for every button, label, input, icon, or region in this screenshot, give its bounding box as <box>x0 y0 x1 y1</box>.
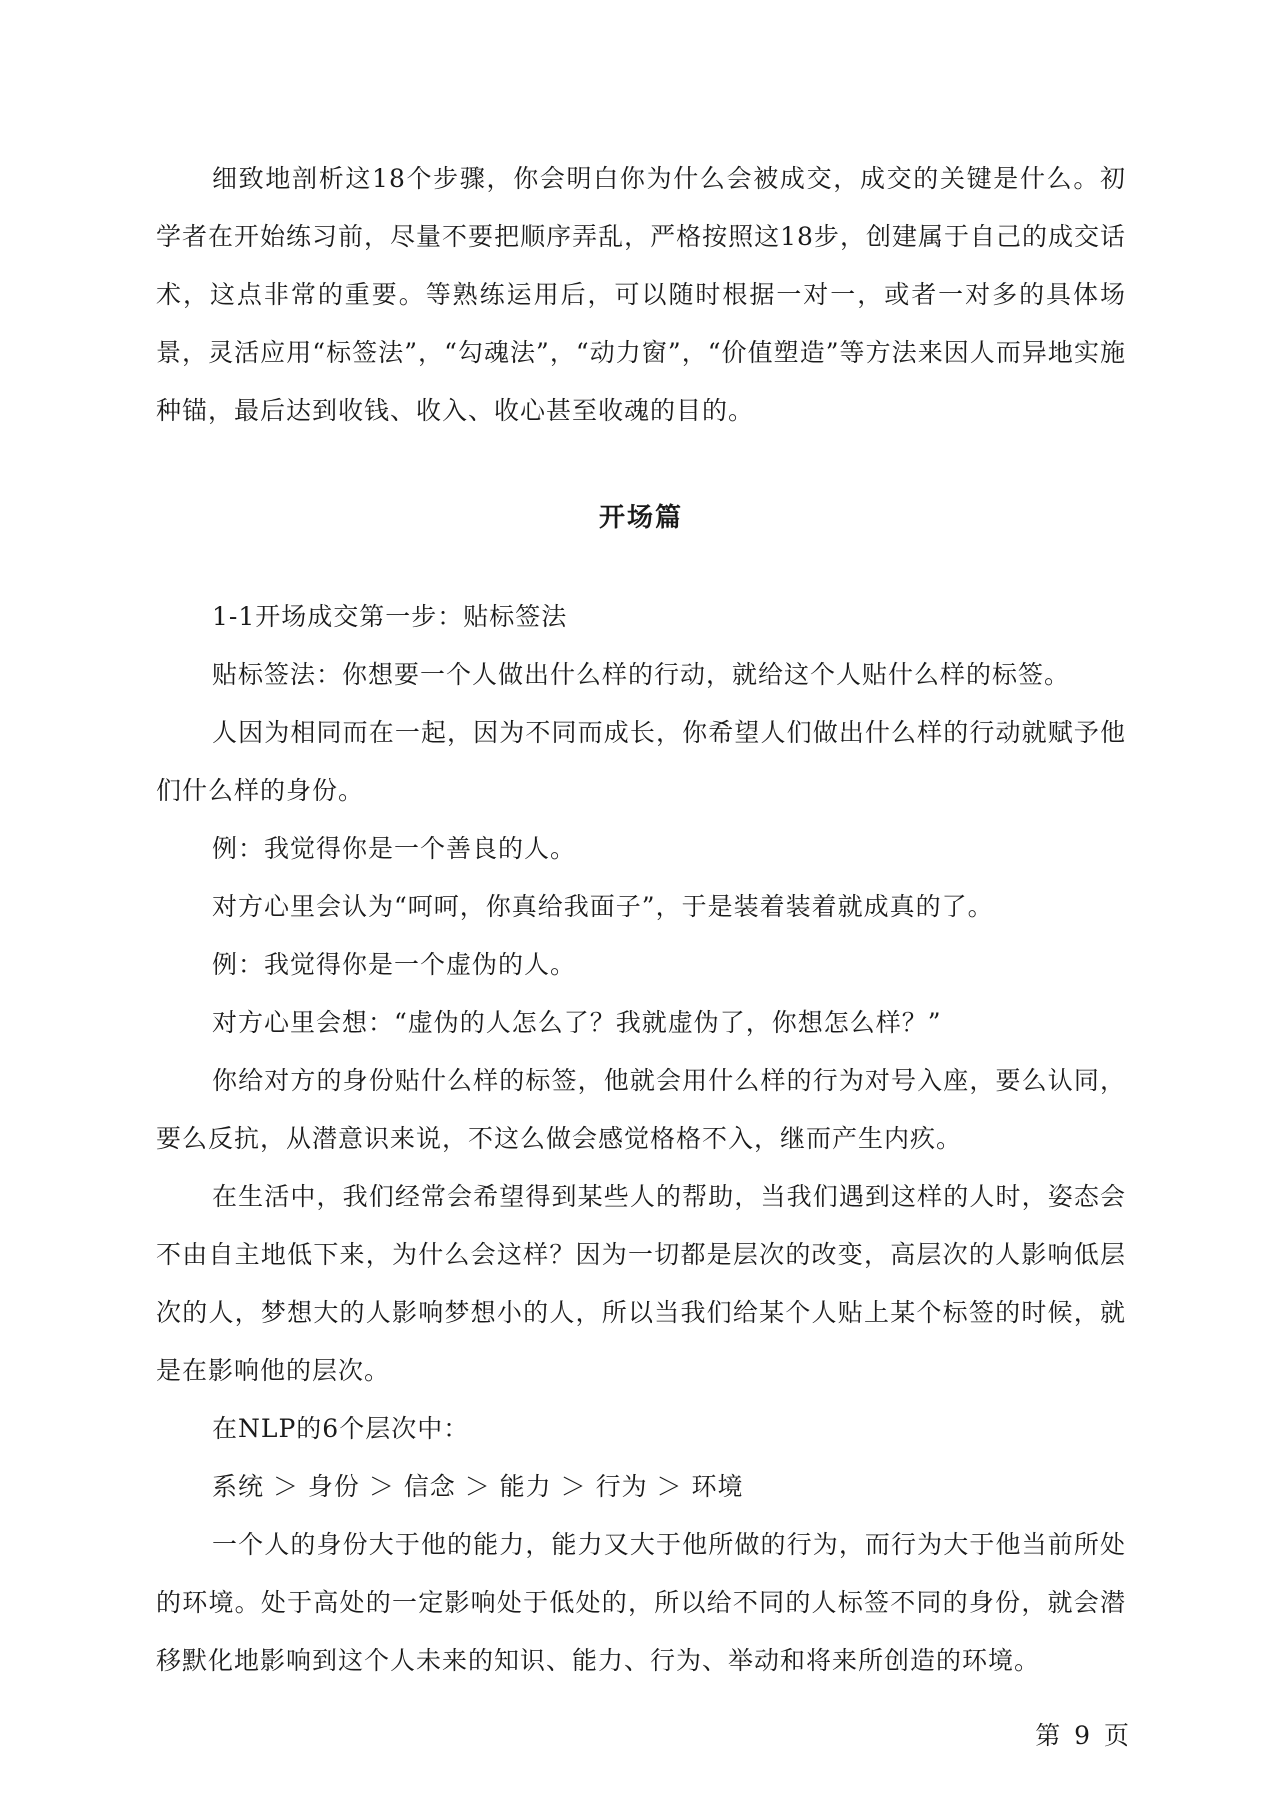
example-line: 例：我觉得你是一个虚伪的人。 <box>212 950 577 979</box>
page-number: 第 9 页 <box>1035 1721 1132 1750</box>
nlp-levels-hierarchy: 系统 ＞ 身份 ＞ 信念 ＞ 能力 ＞ 行为 ＞ 环境 <box>212 1472 744 1501</box>
intro-paragraph: 细致地剖析这18个步骤，你会明白你为什么会被成交，成交的关键是什么。初学者在开始练习前，尽量不要把顺序弄乱，严格按照这18步，创建属于自己的成交话术，这点非常的重要。等熟练运用后，可以随时根据一对一，或者一对多的具体场景，灵活应用“标签法”，“勾魂法”，“动力窗”，“价值塑造”等方法来因人而异地实施种锚，最后达到收钱、收入、收心甚至收魂的目的。 <box>156 164 1126 425</box>
example-line: 例：我觉得你是一个善良的人。 <box>212 834 577 863</box>
body-paragraph: 你给对方的身份贴什么样的标签，他就会用什么样的行为对号入座，要么认同，要么反抗，从潜意识来说，不这么做会感觉格格不入，继而产生内疚。 <box>156 1066 1126 1153</box>
page-content <box>156 150 1126 1690</box>
reaction-line: 对方心里会认为“呵呵，你真给我面子”，于是装着装着就成真的了。 <box>212 892 994 921</box>
definition-paragraph: 贴标签法：你想要一个人做出什么样的行动，就给这个人贴什么样的标签。 <box>212 660 1071 689</box>
body-paragraph: 在生活中，我们经常会希望得到某些人的帮助，当我们遇到这样的人时，姿态会不由自主地低下来，为什么会这样？因为一切都是层次的改变，高层次的人影响低层次的人，梦想大的人影响梦想小的人，所以当我们给某个人贴上某个标签的时候，就是在影响他的层次。 <box>156 1182 1126 1385</box>
reaction-line: 对方心里会想：“虚伪的人怎么了？我就虚伪了，你想怎么样？” <box>212 1008 942 1037</box>
body-paragraph: 人因为相同而在一起，因为不同而成长，你希望人们做出什么样的行动就赋予他们什么样的身份。 <box>156 718 1126 805</box>
step-heading: 1-1开场成交第一步：贴标签法 <box>212 602 568 631</box>
section-title: 开场篇 <box>598 503 683 533</box>
nlp-levels-intro: 在NLP的6个层次中： <box>212 1414 470 1443</box>
body-paragraph: 一个人的身份大于他的能力，能力又大于他所做的行为，而行为大于他当前所处的环境。处于高处的一定影响处于低处的，所以给不同的人标签不同的身份，就会潜移默化地影响到这个人未来的知识、能力、行为、举动和将来所创造的环境。 <box>156 1530 1126 1675</box>
